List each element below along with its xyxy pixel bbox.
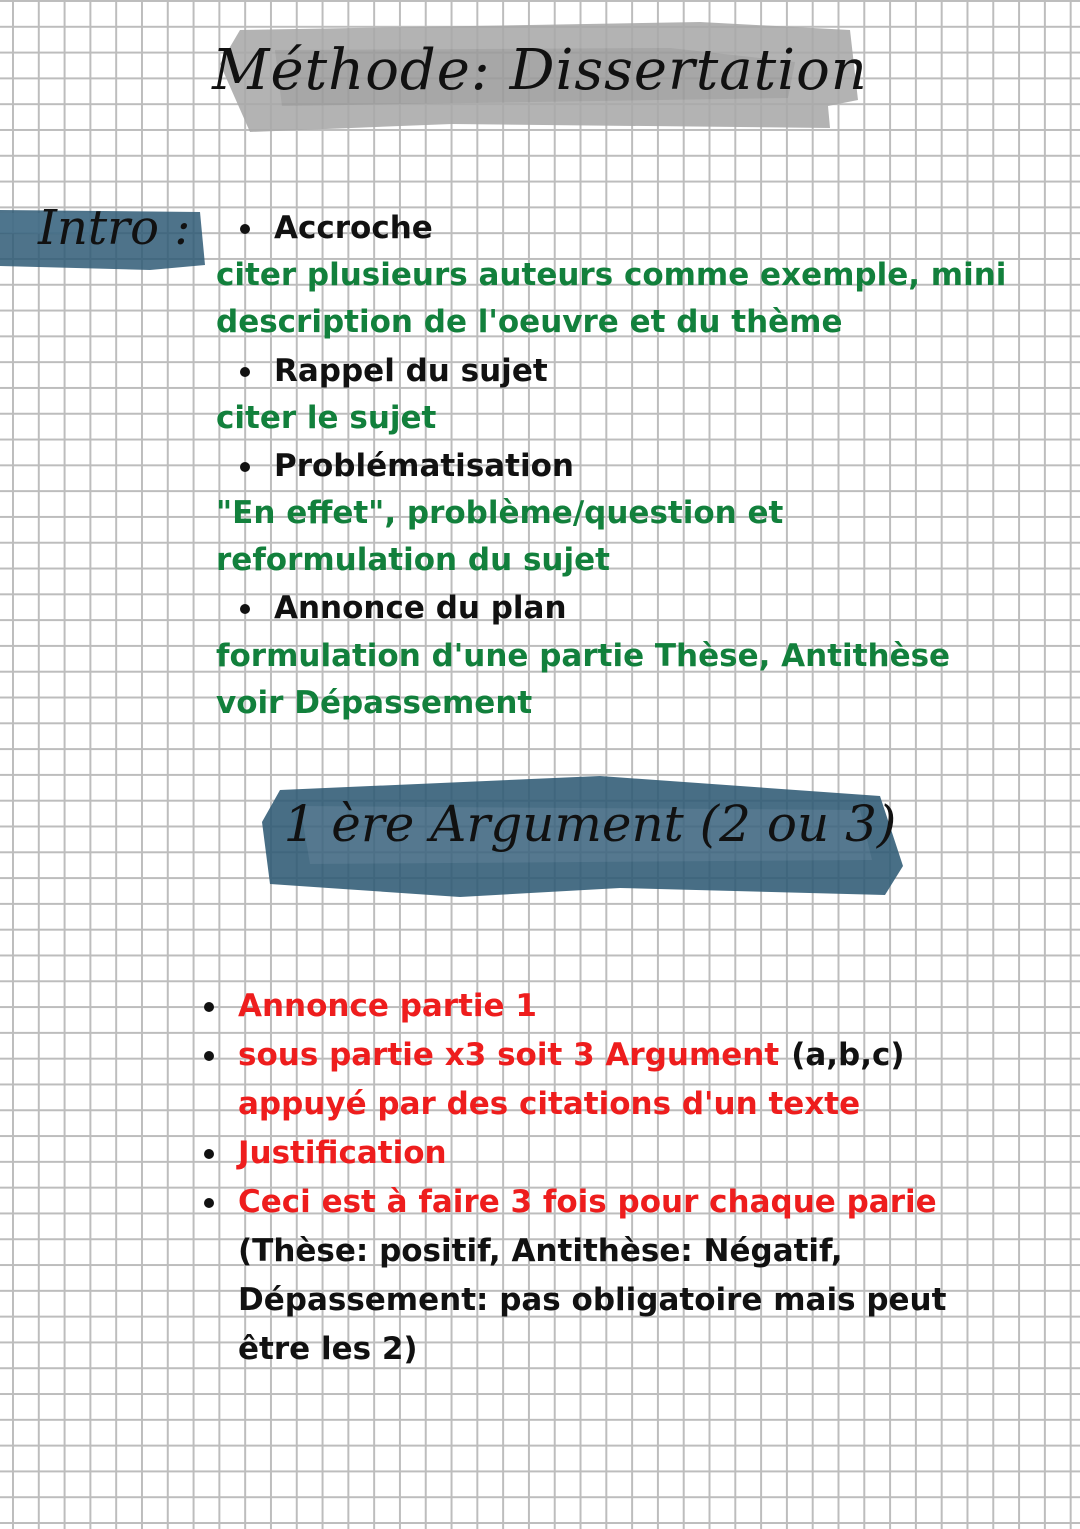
intro-detail: citer le sujet (216, 400, 437, 436)
argument-continuation: appuyé par des citations d'un texte (238, 1086, 861, 1122)
argument-title: 1 ère Argument (2 ou 3) (283, 795, 897, 853)
intro-item (240, 205, 433, 252)
argument-text: Justification (238, 1135, 447, 1171)
bullet-icon (204, 1051, 214, 1061)
bullet-icon (204, 1198, 214, 1208)
intro-heading: Rappel du sujet (274, 353, 548, 389)
bullet-icon (204, 1149, 214, 1159)
intro-detail: "En effet", problème/question et (216, 495, 784, 531)
bullet-icon (240, 462, 250, 472)
argument-note: (Thèse: positif, Antithèse: Négatif, (238, 1233, 843, 1269)
bullet-icon (240, 224, 250, 234)
intro-detail: voir Dépassement (216, 685, 533, 721)
intro-item (240, 585, 567, 632)
argument-note: être les 2) (238, 1331, 418, 1367)
intro-heading: Accroche (274, 210, 433, 246)
bullet-icon (240, 604, 250, 614)
intro-label: Intro : (38, 200, 191, 256)
argument-note: Dépassement: pas obligatoire mais peut (238, 1282, 947, 1318)
intro-item (240, 443, 574, 490)
page-title: Méthode: Dissertation (212, 38, 868, 103)
bullet-icon (240, 367, 250, 377)
argument-text: Ceci est à faire 3 fois pour chaque parie (238, 1184, 937, 1220)
intro-detail: reformulation du sujet (216, 542, 610, 578)
argument-item (204, 1179, 937, 1226)
argument-extra: (a,b,c) (791, 1037, 905, 1073)
argument-item (204, 983, 537, 1030)
bullet-icon (204, 1002, 214, 1012)
argument-text: Annonce partie 1 (238, 988, 537, 1024)
intro-detail: description de l'oeuvre et du thème (216, 304, 843, 340)
intro-detail: citer plusieurs auteurs comme exemple, mini (216, 257, 1007, 293)
intro-detail: formulation d'une partie Thèse, Antithèse (216, 638, 951, 674)
argument-text: sous partie x3 soit 3 Argument (238, 1037, 780, 1073)
intro-item (240, 348, 548, 395)
intro-heading: Problématisation (274, 448, 574, 484)
argument-item (204, 1130, 447, 1177)
intro-heading: Annonce du plan (274, 590, 567, 626)
argument-item (204, 1032, 905, 1079)
